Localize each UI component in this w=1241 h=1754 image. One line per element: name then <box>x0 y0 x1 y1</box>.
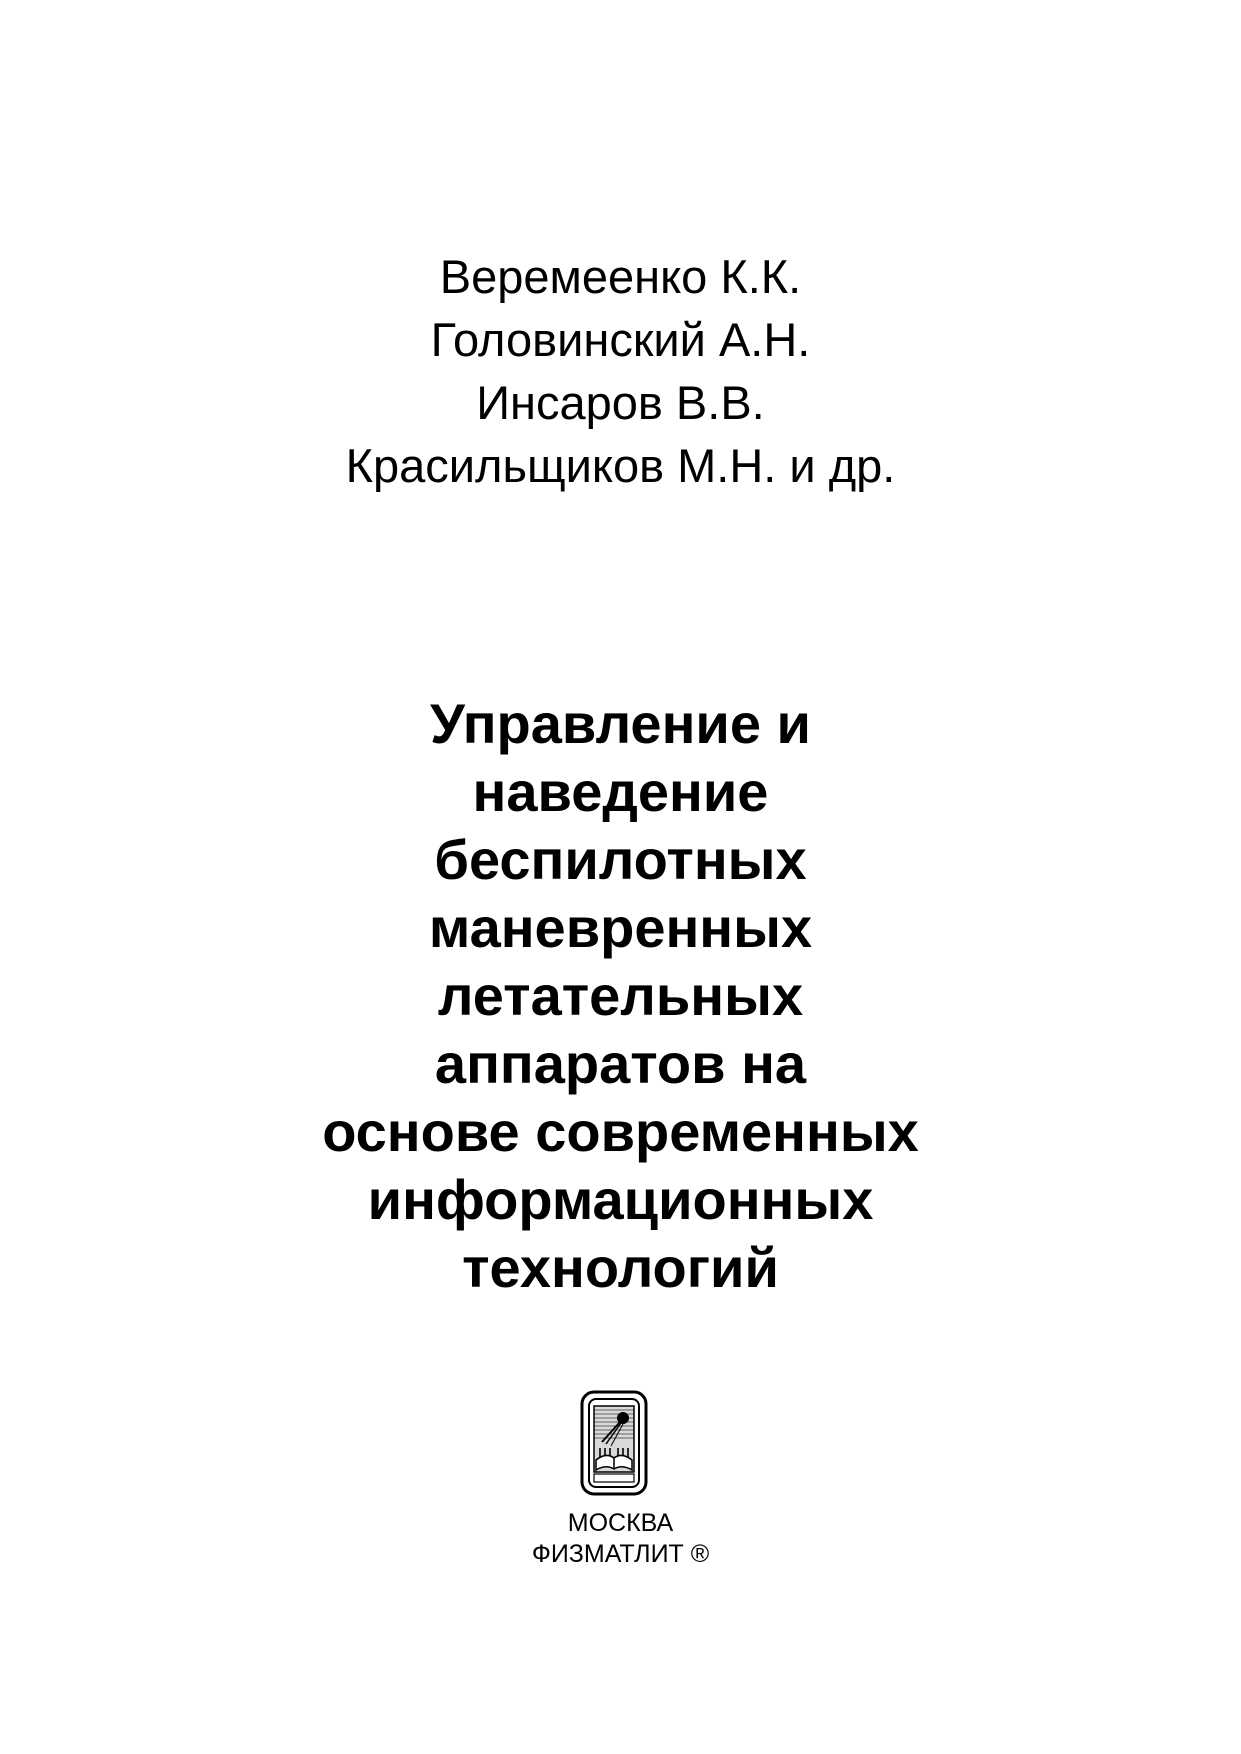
publisher-emblem-icon <box>580 1390 648 1496</box>
title-line: маневренных <box>428 896 813 959</box>
author-name: Головинский А.Н. <box>430 313 811 366</box>
title-line: наведение <box>472 760 769 823</box>
title-line: аппаратов на <box>434 1032 807 1095</box>
publisher-block <box>0 1508 1241 1570</box>
title-line: основе современных <box>322 1100 919 1163</box>
title-line: летательных <box>437 964 804 1027</box>
title-line: технологий <box>462 1236 779 1299</box>
publisher-name: ФИЗМАТЛИТ ® <box>531 1540 710 1568</box>
title-line: Управление и <box>430 692 811 755</box>
authors-block <box>0 245 1241 497</box>
author-name: Инсаров В.В. <box>476 376 765 429</box>
title-line: информационных <box>367 1168 874 1231</box>
book-title <box>0 690 1241 1302</box>
author-name: Красильщиков М.Н. и др. <box>345 439 896 492</box>
title-line: беспилотных <box>434 828 807 891</box>
author-name: Веремеенко К.К. <box>439 250 802 303</box>
publisher-city: МОСКВА <box>567 1509 674 1537</box>
